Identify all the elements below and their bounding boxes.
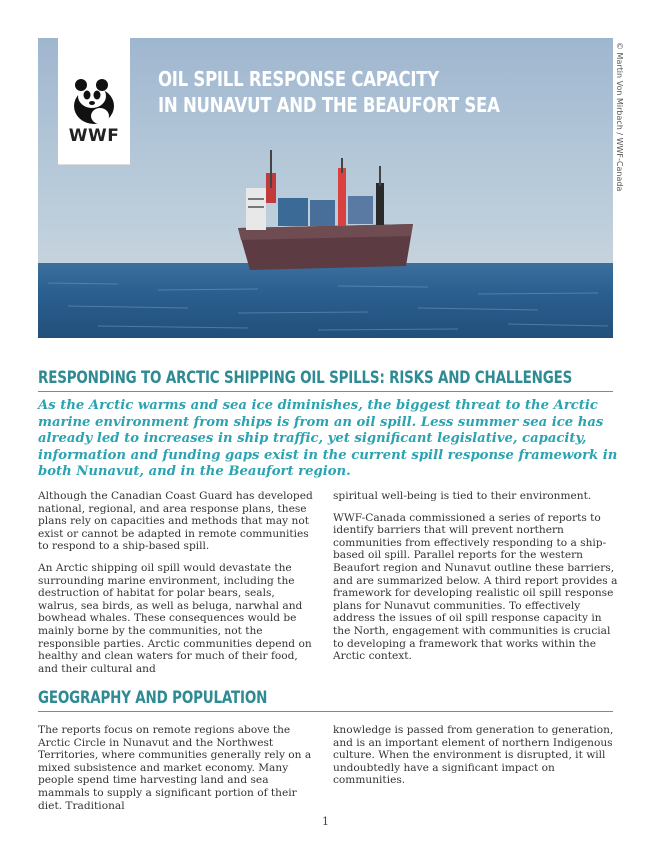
section2-right-column [333, 724, 618, 796]
paragraph: An Arctic shipping oil spill would devastate the surrounding marine environment, including the destruction of habitat for polar bears, seals, walrus, sea birds, as well as beluga, narwhal and bowhead whales. These consequences would be mainly borne by the communities, not the responsible parties. Arctic communities depend on healthy and clean waters for much of their food, and their cultural and [38, 561, 312, 675]
paragraph: Although the Canadian Coast Guard has developed national, regional, and area response plans, these plans rely on capacities and methods that may not exist or cannot be adapted in remote communities to respond to a ship-based spill. [38, 490, 313, 553]
section2-left-column [38, 724, 313, 821]
section-rule [38, 391, 613, 392]
section-heading-geography: GEOGRAPHY AND POPULATION [38, 688, 268, 708]
section1-right-column [333, 490, 618, 672]
section-heading-risks: RESPONDING TO ARCTIC SHIPPING OIL SPILLS: RISKS AND CHALLENGES [38, 368, 573, 388]
paragraph: knowledge is passed from generation to generation, and is an important element of northern Indigenous culture. When the environment is disrupted, it will undoubtedly have a significant impact on communities. [333, 724, 614, 787]
title-line-2: IN NUNAVUT AND THE BEAUFORT SEA [158, 93, 500, 117]
page-number: 1 [322, 815, 329, 828]
section1-left-column [38, 490, 313, 684]
paragraph: spiritual well-being is tied to their environment. [333, 490, 592, 502]
document-title [158, 66, 500, 118]
lead-paragraph: As the Arctic warms and sea ice diminishes, the biggest threat to the Arctic marine environment from ships is from an oil spill. Less summer sea ice has already led to increases in ship traffic, yet significant legislative, capacity, information and funding gaps exist in the current spill response framework in both Nunavut, and in the Beaufort region. [38, 398, 618, 479]
paragraph: The reports focus on remote regions above the Arctic Circle in Nunavut and the Northwest Territories, where communities generally rely on a mixed subsistence and market economy. Many people spend time harvesting land and sea mammals to supply a significant portion of their diet. Traditional [38, 724, 312, 812]
section-rule [38, 711, 613, 712]
paragraph: WWF-Canada commissioned a series of reports to identify barriers that will prevent northern communities from effectively responding to a ship-based oil spill. Parallel reports for the western Beaufort region and Nunavut outline these barriers, and are summarized below. A third report provides a framework for developing realistic oil spill response plans for Nunavut communities. To effectively address the issues of oil spill response capacity in the North, engagement with communities is crucial to developing a framework that works within the Arctic context. [333, 511, 618, 663]
title-line-1: OIL SPILL RESPONSE CAPACITY [158, 67, 439, 91]
wwf-logo [58, 38, 130, 165]
logo-wordmark: WWF [68, 126, 120, 146]
photo-credit [612, 42, 626, 242]
photo-credit-text: © Martin Von Mirbach / WWF-Canada [615, 42, 624, 192]
panda-icon [68, 76, 120, 126]
